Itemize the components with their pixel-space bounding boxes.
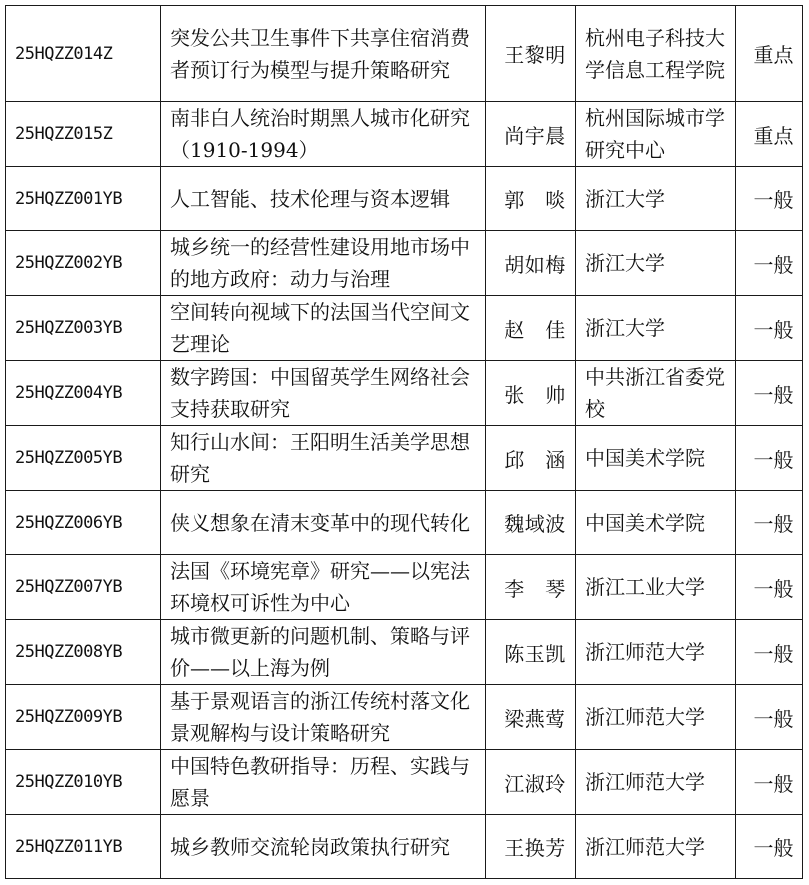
project-type: 一般	[736, 296, 803, 361]
project-type: 一般	[736, 815, 803, 879]
project-unit: 浙江大学	[576, 296, 736, 361]
project-unit: 中共浙江省委党校	[576, 361, 736, 426]
project-leader: 王黎明	[486, 6, 576, 102]
project-unit: 浙江工业大学	[576, 555, 736, 620]
project-unit: 浙江师范大学	[576, 750, 736, 815]
project-title: 知行山水间：王阳明生活美学思想研究	[161, 426, 486, 491]
project-unit: 浙江大学	[576, 167, 736, 231]
project-unit: 浙江师范大学	[576, 685, 736, 750]
project-title: 法国《环境宪章》研究——以宪法环境权可诉性为中心	[161, 555, 486, 620]
project-leader: 尚宇晨	[486, 102, 576, 167]
project-code: 25HQZZ003YB	[6, 296, 161, 361]
project-code: 25HQZZ011YB	[6, 815, 161, 879]
project-type: 一般	[736, 620, 803, 685]
project-leader: 胡如梅	[486, 231, 576, 296]
project-type: 一般	[736, 750, 803, 815]
project-code: 25HQZZ008YB	[6, 620, 161, 685]
project-leader: 梁燕莺	[486, 685, 576, 750]
table-row	[6, 815, 803, 879]
table-row	[6, 620, 803, 685]
project-type: 一般	[736, 491, 803, 555]
project-code: 25HQZZ002YB	[6, 231, 161, 296]
project-type: 一般	[736, 426, 803, 491]
project-leader: 王换芳	[486, 815, 576, 879]
project-code: 25HQZZ001YB	[6, 167, 161, 231]
project-code: 25HQZZ007YB	[6, 555, 161, 620]
project-leader: 江淑玲	[486, 750, 576, 815]
project-title: 城乡教师交流轮岗政策执行研究	[161, 815, 486, 879]
project-unit: 杭州国际城市学研究中心	[576, 102, 736, 167]
table-row	[6, 491, 803, 555]
project-unit: 中国美术学院	[576, 426, 736, 491]
project-title: 中国特色教研指导：历程、实践与愿景	[161, 750, 486, 815]
project-leader: 张 帅	[486, 361, 576, 426]
project-title: 城市微更新的问题机制、策略与评价——以上海为例	[161, 620, 486, 685]
project-type: 一般	[736, 555, 803, 620]
project-type: 一般	[736, 685, 803, 750]
project-code: 25HQZZ010YB	[6, 750, 161, 815]
project-type: 一般	[736, 231, 803, 296]
table-row	[6, 6, 803, 102]
project-title: 侠义想象在清末变革中的现代转化	[161, 491, 486, 555]
project-title: 南非白人统治时期黑人城市化研究（1910-1994）	[161, 102, 486, 167]
table-row	[6, 296, 803, 361]
project-code: 25HQZZ014Z	[6, 6, 161, 102]
project-type: 重点	[736, 102, 803, 167]
project-unit: 浙江大学	[576, 231, 736, 296]
project-leader: 魏域波	[486, 491, 576, 555]
project-code: 25HQZZ004YB	[6, 361, 161, 426]
table-row	[6, 102, 803, 167]
project-code: 25HQZZ009YB	[6, 685, 161, 750]
table-row	[6, 426, 803, 491]
project-title: 城乡统一的经营性建设用地市场中的地方政府：动力与治理	[161, 231, 486, 296]
table-row	[6, 555, 803, 620]
table-row	[6, 231, 803, 296]
project-title: 人工智能、技术伦理与资本逻辑	[161, 167, 486, 231]
project-type: 一般	[736, 361, 803, 426]
project-code: 25HQZZ015Z	[6, 102, 161, 167]
table-row	[6, 167, 803, 231]
project-type: 重点	[736, 6, 803, 102]
table-row	[6, 750, 803, 815]
project-unit: 中国美术学院	[576, 491, 736, 555]
project-leader: 李 琴	[486, 555, 576, 620]
project-code: 25HQZZ005YB	[6, 426, 161, 491]
table-row	[6, 361, 803, 426]
project-title: 基于景观语言的浙江传统村落文化景观解构与设计策略研究	[161, 685, 486, 750]
project-title: 空间转向视域下的法国当代空间文艺理论	[161, 296, 486, 361]
project-leader: 邱 涵	[486, 426, 576, 491]
project-title: 突发公共卫生事件下共享住宿消费者预订行为模型与提升策略研究	[161, 6, 486, 102]
project-type: 一般	[736, 167, 803, 231]
project-unit: 浙江师范大学	[576, 815, 736, 879]
project-title: 数字跨国：中国留英学生网络社会支持获取研究	[161, 361, 486, 426]
project-leader: 郭 啖	[486, 167, 576, 231]
project-unit: 杭州电子科技大学信息工程学院	[576, 6, 736, 102]
table-row	[6, 685, 803, 750]
project-table	[5, 5, 803, 879]
project-code: 25HQZZ006YB	[6, 491, 161, 555]
project-unit: 浙江师范大学	[576, 620, 736, 685]
project-leader: 赵 佳	[486, 296, 576, 361]
project-leader: 陈玉凯	[486, 620, 576, 685]
